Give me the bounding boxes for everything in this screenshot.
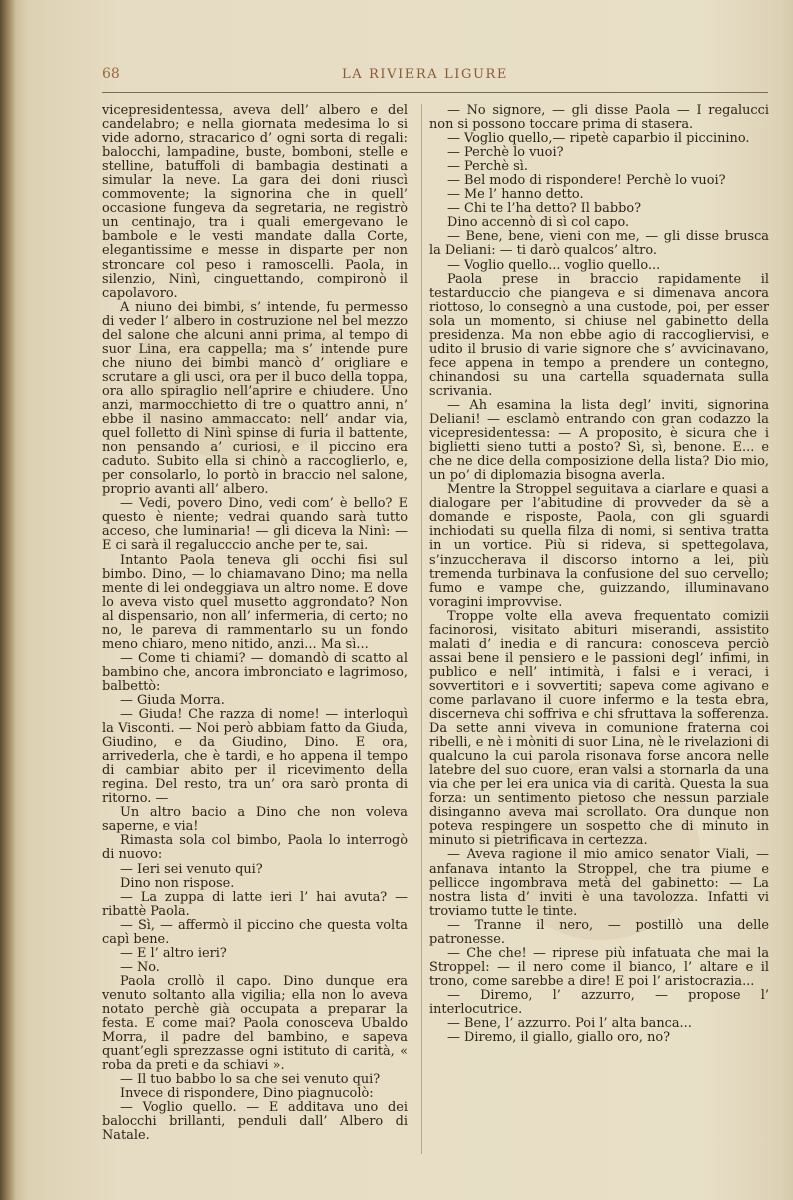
paragraph: — Sì, — affermò il piccino che questa volta capì bene. (102, 917, 408, 947)
header-rule (102, 92, 768, 93)
paragraph: Dino accennò di sì col capo. (447, 215, 630, 231)
paragraph: Paola prese in braccio rapidamente il testarduccio che piangeva e si dimenava ancora riottoso, lo consegnò a una custode, poi, per esser sola un momento, si chiuse nel gabinetto della presidenza. Ma non ebbe agio di raccogliervisi, e udito il brusio di varie signore che s’ avvicinavano, fece appena in tempo a prendere un contegno, chinandosi su una cartella squadernata sulla scrivania. (429, 271, 769, 399)
running-title: LA RIVIERA LIGURE (342, 67, 508, 82)
page-number: 68 (102, 66, 120, 82)
paragraph: — Perchè sì. (447, 159, 528, 175)
paragraph: — Ieri sei venuto qui? (120, 861, 263, 877)
paragraph: Dino non rispose. (120, 875, 235, 891)
paragraph: — Voglio quello. — E additava uno dei balocchi brillanti, penduli dall’ Albero di Natale. (102, 1100, 408, 1144)
paragraph: Rimasta sola col bimbo, Paola lo interrogò di nuovo: (102, 833, 408, 863)
paragraph: — Me l’ hanno detto. (447, 187, 584, 203)
paragraph: — Tranne il nero, — postillò una delle patronesse. (429, 917, 769, 947)
right-column (429, 104, 769, 1164)
paragraph: — Bene, bene, vieni con me, — gli disse bruscа la Deliani: — ti darò qualcos’ altro. (429, 229, 769, 259)
paragraph: — E l’ altro ieri? (120, 945, 227, 961)
paragraph: — Vedi, povero Dino, vedi com’ è bello? E questo è niente; vedrai quando sarà tutto acceso, che luminaria! — gli diceva la Ninì: — E ci sarà il regalucccio anche per te, sai. (102, 496, 408, 554)
paragraph: — Aveva ragione il mio amico senator Viali, — anfanava intanto la Stroppel, che tra piume e pellicce ingombrava metà del gabinetto: — La nostra lista d’ inviti è una tavolozza. Infatti vi troviamo tutte le tinte. (429, 847, 769, 919)
paragraph: — La zuppa di latte ieri l’ hai avuta? — ribattè Paola. (102, 889, 408, 919)
paragraph: — Ah esamina la lista degl’ inviti, signorina Deliani! — esclamò entrando con gran codazzo la vicepresidentessa: — A proposito, è sicura che i biglietti sieno tutti a posto? Sì, sì, benone. E... e che ne dice della composizione della lista? Dio mio, un po’ di diplomazia bisogna averla. (429, 397, 769, 484)
paragraph: — No. (120, 959, 160, 975)
paragraph: — No signore, — gli disse Paola — I regalucci non si possono toccare prima di stasera. (429, 104, 769, 133)
paragraph: — Bel modo di rispondere! Perchè lo vuoi? (447, 173, 726, 189)
paragraph: — Voglio quello... voglio quello... (447, 257, 661, 273)
paragraph: — Voglio quello,— ripetè caparbio il piccinino. (447, 131, 750, 147)
paragraph: Intanto Paola teneva gli occhi fisi sul bimbo. Dino, — lo chiamavano Dino; ma nella mente di lei ondeggiava un altro nome. E dove lo aveva visto quel musetto aggrondato? Non al dispensario, non all’ infermeria, di certo; no no, le pareva di rammentarlo su un fondo meno chiaro, meno nitido, anzi... Ma sì... (102, 552, 408, 652)
left-column (102, 104, 408, 1164)
paragraph: Mentre la Stroppel seguitava a ciarlare e quasi a dialogare per l’abitudine di provveder da sè a domande e risposte, Paola, con gli sguardi inchiodati su quella filza di nomi, si sentiva tratta in un vortice. Più si rideva, si spettegolava, s’inzuccherava il discorso intorno a lei, più tremenda turbinava la confusione del suo cervello; fumo e vampe che, guizzando, illuminavano voragini improvvise. (429, 482, 769, 610)
paragraph: — Chi te l’ha detto? Il babbo? (447, 201, 642, 217)
paragraph: A niuno dei bimbi, s’ intende, fu permesso di veder l’ albero in costruzione nel bel mezzo del salone che alcuni anni prima, al tempo di suor Lina, era cappella; ma s’ intende pure che niuno dei bimbi mancò d’ origliare e scrutare a gli usci, ora per il buco della toppa, ora allo spiraglio nell’aprire e chiudere. Uno anzi, marmocchietto di tre o quattro anni, n’ ebbe il nasino ammaccato: nell’ andar via, quel folletto di Ninì spinse di furia il battente, non pensando a’ curiosi, e il piccino era caduto. Subito ella si chinò a raccoglierlo, e, per consolarlo, lo portò in braccio nel salone, proprio avanti all’ albero. (102, 299, 408, 498)
paragraph: Invece di rispondere, Dino piagnucolò: (120, 1086, 374, 1102)
paragraph: — Diremo, il giallo, giallo oro, no? (447, 1030, 671, 1046)
page-header (100, 66, 750, 86)
paragraph: — Bene, l’ azzurro. Poi l’ alta banca... (447, 1016, 692, 1032)
paragraph: vicepresidentessa, aveva dell’ albero e del candelabro; e nella giornata medesima lo si vide adorno, stracarico d’ ogni sorta di regali: balocchi, lampadine, buste, bomboni, stelle e stelline, batuffoli di bambagia destinati a simular la neve. La gara dei doni riuscì commovente; la signorina che in quell’ occasione fungeva da segretaria, ne registrò un centinajo, tra i quali emergevano le bambole e le vesti mandate dalla Corte, elegantissime e messe in disparte per non stroncare col peso i ramoscelli. Paola, in silenzio, Ninì, cinguettando, compironò il capolavoro. (102, 104, 408, 301)
paragraph: — Come ti chiami? — domandò di scatto al bambino che, ancora imbronciato e lagrimoso, balbettò: (102, 650, 408, 694)
column-divider (421, 104, 422, 1154)
paragraph: Paola crollò il capo. Dino dunque era venuto soltanto alla vigilia; ella non lo aveva notato perchè già occupata a preparar la festa. E come mai? Paola conosceva Ubaldo Morra, il padre del bambino, e sapeva quant’egli sprezzasse ogni istituto di carità, « roba da preti e da schiavi ». (102, 973, 408, 1074)
paragraph: Troppe volte ella aveva frequentato comizii facinorosi, visitato abituri miserandi, assistito malati d’ inedia e di rancura: conosceva perciò assai bene il pensiero e le passioni degl’ infimi, in publico e nell’ intimità, i falsi e i veraci, i sovvertitori e i sovvertiti; sapeva come agivano e come parlavano il cuore infermo e la testa ebra, discerneva chi soffriva e chi sfruttava la sofferenza. Da sette anni viveva in comunione fraterna coi ribelli, e nè i mòniti di suor Lina, nè le rivelazioni di qualcuno la cui parola risonava forse ancora nelle latebre del suo cuore, eran valsi a stornarla da una via che per lei era unica via di carità. Questa la sua forza: un sentimento pietoso che nessun parziale disinganno aveva mai scrollato. Ora dunque non poteva respingere un sospetto che di minuto in minuto si pietrificava in certezza. (429, 608, 769, 849)
paragraph: — Giuda Morra. (120, 692, 225, 708)
paragraph: Un altro bacio a Dino che non voleva saperne, e via! (102, 805, 408, 835)
paragraph: — Che che! — riprese più infatuata che mai la Stroppel: — il nero come il bianco, l’ altare e il trono, come sarebbe a dire! E poi l’ aristocrazia... (429, 945, 769, 989)
paragraph: — Il tuo babbo lo sa che sei venuto qui? (120, 1072, 381, 1088)
paragraph: — Perchè lo vuoi? (447, 145, 564, 161)
paragraph: — Giuda! Che razza di nome! — interloquì la Visconti. — Noi però abbiam fatto da Giuda, Giudino, e da Giudino, Dino. E ora, arrivederla, che è tardi, e ho appena il tempo di cambiar abito per il ricevimento della regina. Del resto, tra un’ ora sarò pronta di ritorno. — (102, 707, 408, 807)
paragraph: — Diremo, l’ azzurro, — propose l’ interlocutrice. (429, 987, 769, 1017)
